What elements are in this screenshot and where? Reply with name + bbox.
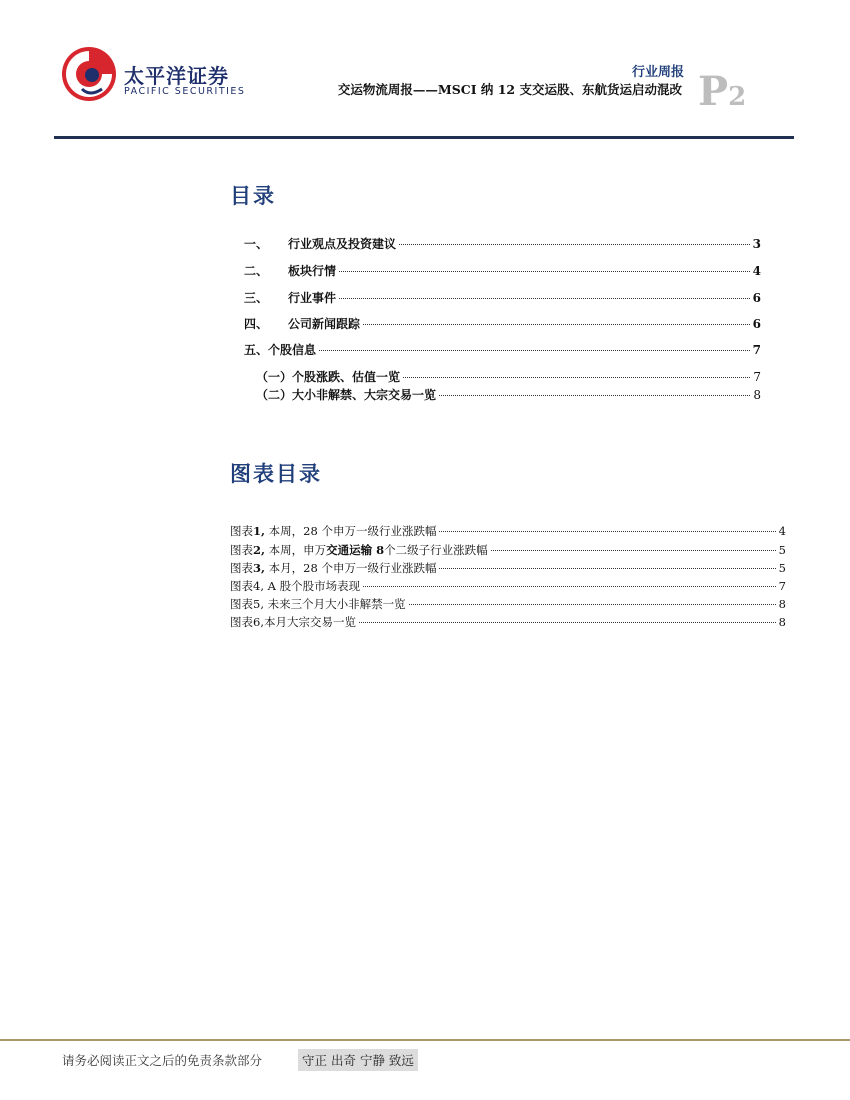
- logo-english-name: PACIFIC SECURITIES: [124, 86, 246, 97]
- toc-leader: [363, 324, 750, 325]
- toc-item-page: 7: [752, 343, 761, 357]
- toc-leader: [439, 568, 775, 569]
- toc-item[interactable]: [244, 262, 761, 279]
- figure-list-item[interactable]: [230, 523, 786, 539]
- figure-number: 2,: [253, 543, 266, 557]
- toc-subitem-page: 8: [753, 388, 761, 402]
- figure-label: 图表: [230, 543, 253, 557]
- toc-item-number: 五、: [244, 343, 269, 357]
- figure-page: 5: [778, 543, 786, 557]
- toc-item[interactable]: [244, 315, 761, 332]
- toc-subitem-title: （二）大小非解禁、大宗交易一览: [256, 388, 437, 402]
- figure-list-item[interactable]: [230, 614, 786, 630]
- toc-subitem-page: 7: [753, 370, 761, 384]
- report-title: 交运物流周报——MSCI 纳 12 支交运股、东航货运启动混改: [337, 82, 682, 97]
- header-divider: [54, 136, 794, 139]
- toc-leader: [399, 244, 750, 245]
- figure-label: 图表: [230, 597, 253, 611]
- toc-item-number: 四、: [244, 317, 269, 331]
- figure-page: 4: [778, 524, 786, 538]
- figure-caption: 本月大宗交易一览: [263, 615, 356, 629]
- toc-leader: [409, 604, 776, 605]
- toc-leader: [339, 298, 750, 299]
- toc-item[interactable]: [244, 341, 761, 358]
- toc-leader: [491, 550, 776, 551]
- figure-caption-bold: 交通运输 8: [326, 543, 385, 557]
- toc-leader: [439, 395, 750, 396]
- figure-number: 6,: [253, 615, 264, 629]
- toc-item-number: 二、: [244, 264, 269, 278]
- figure-page: 7: [778, 579, 786, 593]
- toc-leader: [439, 531, 775, 532]
- toc-item-number: 三、: [244, 291, 269, 305]
- toc-leader: [403, 377, 750, 378]
- figure-list-item[interactable]: [230, 578, 786, 594]
- figure-list-item[interactable]: [230, 542, 786, 558]
- footer-divider: [0, 1039, 850, 1041]
- figure-label: 图表: [230, 561, 253, 575]
- footer-motto: 守正 出奇 宁静 致远: [298, 1049, 418, 1071]
- figure-number: 1,: [253, 524, 266, 538]
- toc-item-page: 3: [752, 237, 761, 251]
- figure-number: 3,: [253, 561, 266, 575]
- figure-label: 图表: [230, 579, 253, 593]
- figure-page: 5: [778, 561, 786, 575]
- pacific-securities-logo-icon: [60, 45, 118, 103]
- toc-item-number: 一、: [244, 237, 269, 251]
- figure-page: 8: [778, 597, 786, 611]
- toc-subitem-title: （一）个股涨跌、估值一览: [256, 370, 401, 384]
- toc-item-page: 6: [752, 291, 761, 305]
- page-letter: P: [698, 68, 729, 115]
- toc-title: 目录: [230, 183, 276, 208]
- figure-caption-tail: 个二级子行业涨跌幅: [384, 543, 488, 557]
- toc-leader: [359, 622, 776, 623]
- figure-caption: A 股个股市场表现: [267, 579, 361, 593]
- toc-item-title: 行业事件: [288, 291, 337, 305]
- page-digit: 2: [728, 82, 747, 112]
- toc-subitem[interactable]: [256, 386, 761, 403]
- figure-label: 图表: [230, 615, 253, 629]
- toc-item[interactable]: [244, 235, 761, 252]
- figure-list-item[interactable]: [230, 596, 786, 612]
- logo-chinese-name: 太平洋证券: [124, 64, 229, 88]
- toc-item-page: 6: [752, 317, 761, 331]
- toc-leader: [339, 271, 750, 272]
- toc-item-title: 板块行情: [288, 264, 337, 278]
- figure-caption: 本月，28 个申万一级行业涨跌幅: [268, 561, 437, 575]
- figures-title: 图表目录: [230, 461, 322, 486]
- footer-disclaimer: 请务必阅读正文之后的免责条款部分: [62, 1053, 263, 1068]
- figure-caption: 未来三个月大小非解禁一览: [267, 597, 406, 611]
- toc-item-title: 公司新闻跟踪: [288, 317, 361, 331]
- figure-caption: 本周，申万: [268, 543, 327, 557]
- figure-number: 5,: [253, 597, 264, 611]
- figure-page: 8: [778, 615, 786, 629]
- page-number: [698, 68, 747, 115]
- toc-item[interactable]: [244, 289, 761, 306]
- figure-number: 4,: [253, 579, 264, 593]
- toc-item-title: 个股信息: [268, 343, 317, 357]
- toc-leader: [363, 586, 776, 587]
- figure-label: 图表: [230, 524, 253, 538]
- toc-item-page: 4: [752, 264, 761, 278]
- figure-caption: 本周，28 个申万一级行业涨跌幅: [268, 524, 437, 538]
- toc-item-title: 行业观点及投资建议: [288, 237, 397, 251]
- figure-list-item[interactable]: [230, 560, 786, 576]
- toc-leader: [319, 350, 750, 351]
- toc-subitem[interactable]: [256, 368, 761, 385]
- report-type: 行业周报: [631, 65, 684, 80]
